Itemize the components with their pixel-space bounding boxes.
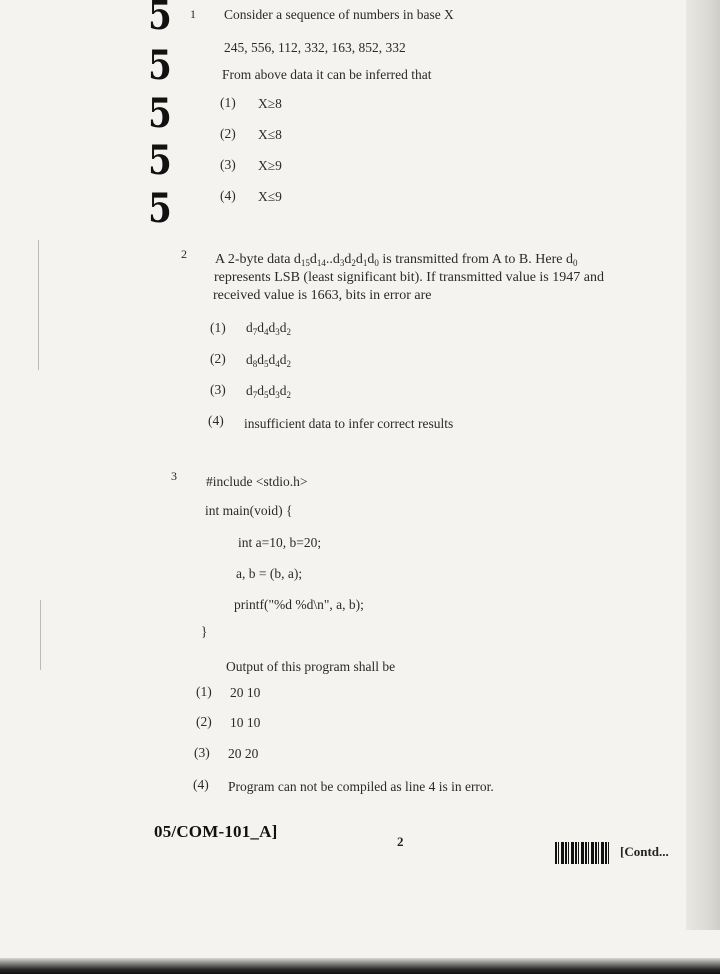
- page-number: 2: [397, 834, 404, 849]
- q1-option-3: X≥9: [258, 158, 282, 173]
- question-2-line-3: received value is 1663, bits in error are: [213, 288, 432, 303]
- q2-option-4-label: (4): [208, 413, 224, 428]
- q1-option-1-label: (1): [220, 95, 236, 110]
- question-1-stem: Consider a sequence of numbers in base X: [224, 7, 454, 22]
- code-line-2: int main(void) {: [205, 503, 293, 518]
- question-3-number: 3: [171, 469, 177, 483]
- q1-option-1: X≥8: [258, 96, 282, 111]
- q1-option-2: X≤8: [258, 127, 282, 142]
- code-line-1: #include <stdio.h>: [206, 474, 308, 489]
- page-edge-shadow: [686, 0, 720, 930]
- q2-option-2-label: (2): [210, 351, 226, 366]
- margin-mark: 5: [148, 90, 172, 137]
- code-line-3: int a=10, b=20;: [238, 535, 322, 550]
- q1-option-2-label: (2): [220, 126, 236, 141]
- q2-option-3: $d_7d_5d_3d_2$: [246, 383, 291, 400]
- q2-option-1-label: (1): [210, 320, 226, 335]
- question-3-prompt: Output of this program shall be: [226, 659, 396, 674]
- q2-option-1: $d_7d_4d_3d_2$: [246, 320, 291, 337]
- question-1-number: 1: [190, 7, 196, 21]
- q3-option-3: 20 20: [228, 746, 259, 761]
- paper-code: 05/COM-101_A]: [154, 822, 278, 841]
- question-2-line-1: A 2-byte data $d_{15}d_{14}..d_3d_2d_1d_0$ is transmitted from A to B. Here $d_0$: [215, 252, 578, 268]
- margin-mark: 5: [148, 137, 172, 184]
- margin-mark: 5: [148, 185, 172, 232]
- q3-option-2: 10 10: [230, 715, 261, 730]
- question-2-number: 2: [181, 247, 187, 261]
- q3-option-4: Program can not be compiled as line 4 is in error.: [228, 779, 494, 794]
- q1-option-3-label: (3): [220, 157, 236, 172]
- q3-option-1-label: (1): [196, 684, 212, 699]
- continued-label: [Contd...: [620, 844, 669, 859]
- q1-option-4: X≤9: [258, 189, 282, 204]
- question-1-sequence: 245, 556, 112, 332, 163, 852, 332: [224, 40, 406, 55]
- q1-option-4-label: (4): [220, 188, 236, 203]
- q3-option-3-label: (3): [194, 745, 210, 760]
- q3-option-1: 20 10: [230, 685, 261, 700]
- margin-mark: 5: [148, 0, 172, 39]
- scan-bottom-edge: [0, 958, 720, 974]
- q2-option-4: insufficient data to infer correct results: [244, 416, 454, 431]
- q3-option-4-label: (4): [193, 777, 209, 792]
- barcode: [555, 842, 611, 864]
- scan-mark: [40, 600, 41, 670]
- q2-option-3-label: (3): [210, 382, 226, 397]
- question-2-line-2: represents LSB (least significant bit). If transmitted value is 1947 and: [214, 270, 604, 285]
- code-line-4: a, b = (b, a);: [236, 566, 303, 581]
- q3-option-2-label: (2): [196, 714, 212, 729]
- margin-mark: 5: [148, 42, 172, 89]
- question-1-prompt: From above data it can be inferred that: [222, 67, 432, 82]
- code-line-5: printf("%d %d\n", a, b);: [234, 597, 364, 612]
- q2-option-2: $d_8d_5d_4d_2$: [246, 352, 291, 369]
- code-line-6: }: [201, 624, 208, 639]
- scan-mark: [38, 240, 39, 370]
